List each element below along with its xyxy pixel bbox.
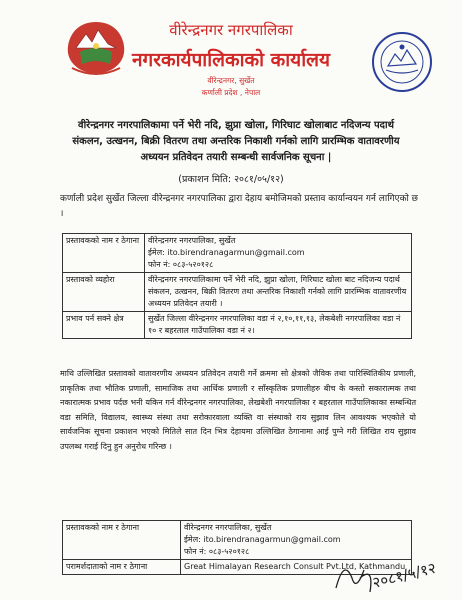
row-label: प्रस्तावकको नाम र ठेगाना [63, 521, 181, 560]
office-name: नगरकार्यपालिकाको कार्यालय [131, 49, 331, 71]
table-row [63, 273, 412, 312]
proposal-description: वीरेन्द्रनगर नगरपालिकामा पर्ने भेरी नदि, झुप्रा खोला, गिरिघाट खोला बाट नदिजन्य पदार्थ संकलन, उत्खनन, बिक्री वितरण तथा अन्तरिक निकाशी गर्नको लागि प्रारम्भिक वातावरणीय अध्ययन प्रतिवेदन तयारी । [145, 273, 412, 312]
signature-date: २०८१/५/१२ [370, 558, 438, 592]
notice-intro: कर्णाली प्रदेश सुर्खेत जिल्ला वीरेन्द्रनगर नगरपालिका द्वारा देहाय बमोजिमको प्रस्ताव कार्यान्वयन गर्न लागिएको छ । [60, 194, 418, 219]
proposal-table [62, 233, 412, 339]
office-location: वीरेन्द्रनगर, सुर्खेत [207, 76, 255, 85]
handwritten-signature [330, 548, 460, 600]
row-label: प्रस्तावकको नाम र ठेगाना [63, 234, 145, 273]
row-label: प्रस्तावको व्यहोरा [63, 273, 145, 312]
municipality-name: वीरेन्द्रनगर नगरपालिका [169, 21, 293, 39]
row-value [145, 234, 412, 273]
row-label: परामर्शदाताको नाम र ठेगाना [63, 560, 181, 575]
table-row [63, 312, 412, 339]
proponent-email: ईमेल: ito.birendranagarmun@gmail.com [184, 535, 341, 544]
table-row [63, 234, 412, 273]
proponent-name: वीरेन्द्रनगर नगरपालिका, सुर्खेत [148, 236, 236, 245]
consultant-name: Great Himalayan Research Consult Pvt.Ltd, Kathmandu [181, 560, 412, 575]
publication-date: (प्रकाशन मिति: २०८१/०५/१२) [178, 174, 284, 185]
proponent-phone: फोन नं: ०८३-५२०१२८ [184, 547, 250, 556]
proponent-phone: फोन नं: ०८३-५२०१२८ [148, 260, 214, 269]
proponent-name: वीरेन्द्रनगर नगरपालिका, सुर्खेत [184, 523, 272, 532]
notice-body: माथि उल्लिखित प्रस्तावको वातावरणीय अध्ययन प्रतिवेदन तयारी गर्ने क्रममा सो क्षेत्रको जैविक तथा पारिस्थितिकीय प्रणाली, प्राकृतिक तथा भौतिक प्रणाली, सामाजिक तथा आर्थिक प्रणाली र साँस्कृतिक प्रणालीहरु बीच के कस्तो सकारात्मक तथा नकारात्मक प्रभाव पर्दछ भनी यकिन गर्न वीरेन्द्रनगर नगरपालिका, लेखबेशी नगरपालिका र बहरताल गाउँपालिकाका सम्बन्धित वडा समिति, विद्यालय, स्वास्थ्य संस्था तथा सरोकारवाला व्यक्ति वा संस्थाको राय सुझाव लिन आवश्यक भएकोले यो सार्वजनिक सूचना प्रकाशन भएको मितिले सात दिन भित्र देहायमा उल्लिखित ठेगानामा आई पुग्ने गरी लिखित राय सुझाव उपलब्ध गराई दिनु हुन अनुरोध गरिन्छ । [60, 369, 416, 451]
row-label: प्रभाव पर्न सक्ने क्षेत्र [63, 312, 145, 339]
affected-area: सुर्खेत जिल्ला वीरेन्द्रनगर नगरपालिका वडा नं २,१०,११,१३, लेकबेशी नगरपालिका वडा नं १० र बहरताल गाउँपालिका वडा नं २। [145, 312, 412, 339]
office-province: कर्णाली प्रदेश , नेपाल [201, 88, 261, 97]
proponent-email: ईमेल: ito.birendranagarmun@gmail.com [148, 248, 305, 257]
notice-title: वीरेन्द्रनगर नगरपालिकामा पर्ने भेरी नदि, झुप्रा खोला, गिरिघाट खोलाबाट नदिजन्य पदार्थ संकलन, उत्खनन, बिक्री वितरण तथा अन्तरिक निकाशी गर्नको लागि प्रारम्भिक वातावरणीय अध्ययन प्रतिवेदन तयारी सम्बन्धी सार्वजनिक सूचना | [72, 120, 400, 163]
